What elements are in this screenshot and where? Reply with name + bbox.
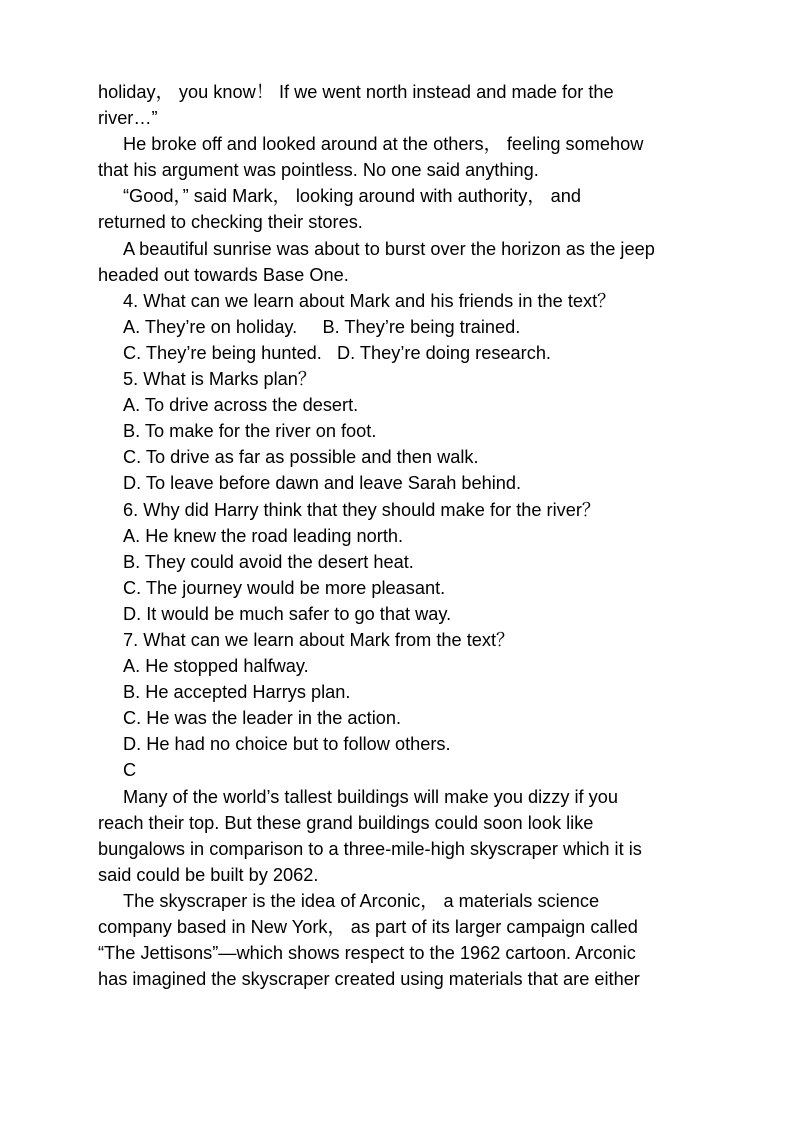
passage-line: reach their top. But these grand buildings could soon look like bbox=[98, 812, 594, 833]
question-option: B. They could avoid the desert heat. bbox=[123, 551, 414, 572]
question-option: D. It would be much safer to go that way. bbox=[123, 603, 452, 624]
question-stem: 5. What is Marks plan？ bbox=[123, 369, 317, 390]
passage-line: Many of the world’s tallest buildings will make you dizzy if you bbox=[123, 786, 618, 807]
passage-line: has imagined the skyscraper created using materials that are either bbox=[98, 969, 640, 990]
question-stem: 6. Why did Harry think that they should make for the river？ bbox=[123, 499, 601, 520]
passage-line: The skyscraper is the idea of Arconic， a materials science bbox=[123, 890, 600, 911]
passage-line: “Good，” said Mark， looking around with authority， and bbox=[123, 186, 581, 207]
document-page bbox=[98, 79, 698, 992]
question-options: A. They’re on holiday. B. They’re being trained. bbox=[123, 316, 521, 337]
passage-line: headed out towards Base One. bbox=[98, 264, 349, 285]
question-option: A. He stopped halfway. bbox=[123, 656, 309, 677]
question-option: B. To make for the river on foot. bbox=[123, 421, 377, 442]
passage-line: “The Jettisons”—which shows respect to the 1962 cartoon. Arconic bbox=[98, 943, 636, 964]
passage-line: bungalows in comparison to a three-mile-high skyscraper which it is bbox=[98, 838, 642, 859]
question-option: A. To drive across the desert. bbox=[123, 395, 359, 416]
question-options: C. They’re being hunted. D. They’re doing research. bbox=[123, 342, 551, 363]
question-stem: 7. What can we learn about Mark from the text？ bbox=[123, 629, 515, 650]
passage-line: company based in New York， as part of its larger campaign called bbox=[98, 917, 638, 937]
question-stem: 4. What can we learn about Mark and his friends in the text？ bbox=[123, 290, 616, 311]
question-option: C. The journey would be more pleasant. bbox=[123, 577, 446, 598]
question-option: D. He had no choice but to follow others. bbox=[123, 734, 451, 755]
passage-line: river…” bbox=[98, 108, 158, 129]
section-heading: C bbox=[123, 760, 137, 781]
question-option: C. To drive as far as possible and then walk. bbox=[123, 447, 479, 468]
passage-line: said could be built by 2062. bbox=[98, 864, 319, 885]
passage-line: returned to checking their stores. bbox=[98, 212, 363, 233]
passage-line: holiday， you know！ If we went north instead and made for the bbox=[98, 82, 614, 102]
question-option: D. To leave before dawn and leave Sarah behind. bbox=[123, 473, 522, 494]
question-option: A. He knew the road leading north. bbox=[123, 525, 404, 546]
passage-line: that his argument was pointless. No one said anything. bbox=[98, 160, 539, 181]
question-option: C. He was the leader in the action. bbox=[123, 708, 402, 729]
passage-line: A beautiful sunrise was about to burst over the horizon as the jeep bbox=[123, 238, 655, 259]
passage-line: He broke off and looked around at the others， feeling somehow bbox=[123, 134, 644, 155]
question-option: B. He accepted Harrys plan. bbox=[123, 682, 351, 703]
